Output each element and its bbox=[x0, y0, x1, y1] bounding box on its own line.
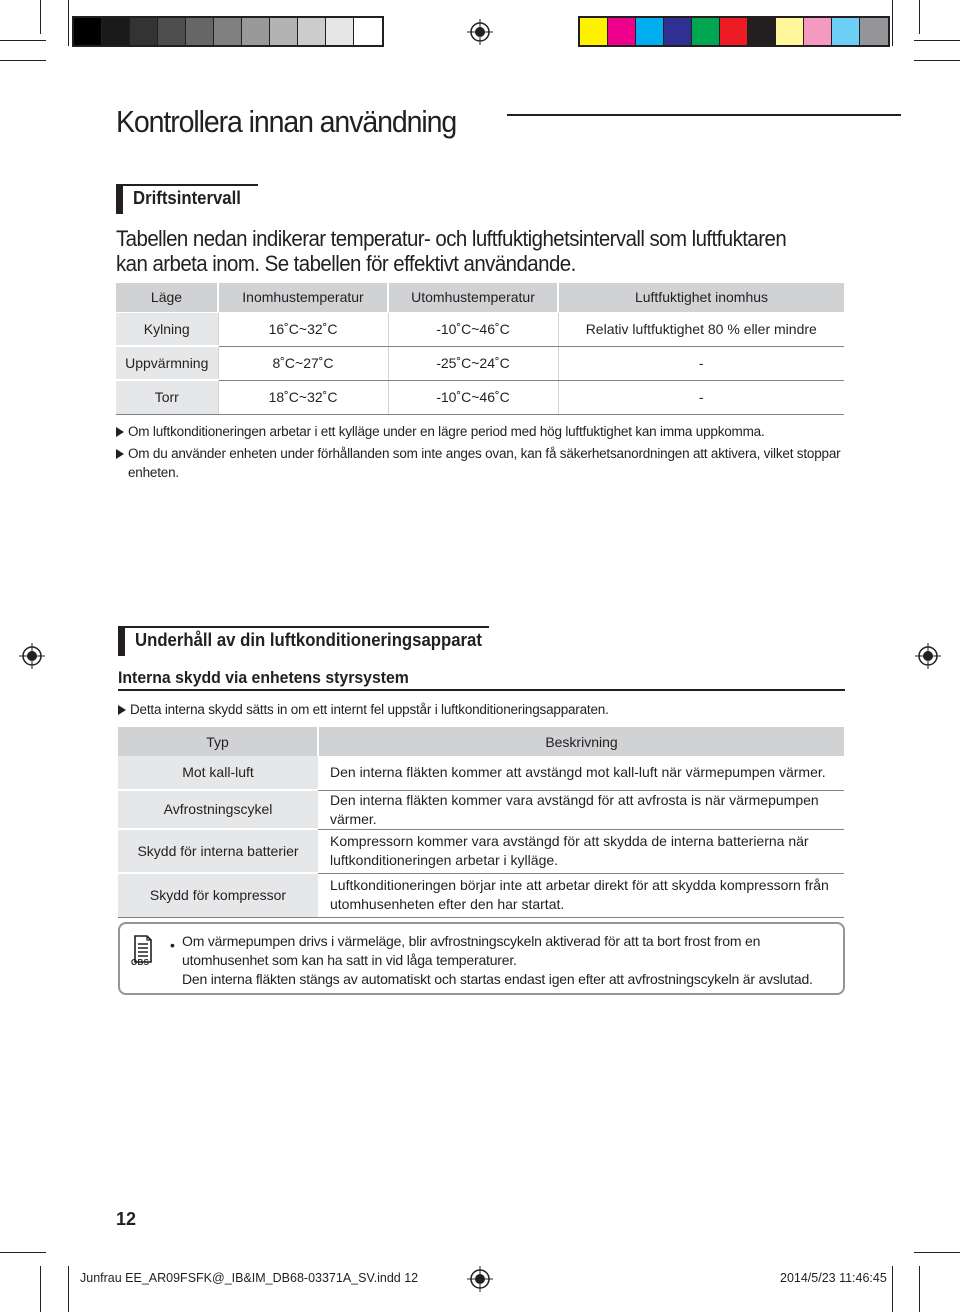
table-row bbox=[118, 873, 844, 917]
note-document-icon bbox=[132, 934, 154, 978]
table-row bbox=[118, 756, 844, 790]
column-header: Utomhustemperatur bbox=[388, 283, 558, 312]
mode-cell: Torr bbox=[116, 380, 218, 414]
crop-mark bbox=[68, 1266, 69, 1312]
indoor-temp-cell: 16˚C~32˚C bbox=[218, 312, 388, 346]
obs-text bbox=[182, 932, 842, 989]
registration-mark-icon bbox=[467, 19, 493, 45]
column-header: Inomhustemperatur bbox=[218, 283, 388, 312]
color-swatch bbox=[720, 18, 748, 45]
subheading-rule bbox=[118, 689, 845, 691]
section-marker bbox=[116, 184, 123, 214]
obs-line: Om värmepumpen drivs i värmeläge, blir avfrostningscykeln aktiverad för att ta bort frost from en utomhusenhet som kan ha satt in vid låga temperaturer. bbox=[182, 933, 761, 968]
mode-cell: Kylning bbox=[116, 312, 218, 346]
humidity-cell: Relativ luftfuktighet 80 % eller mindre bbox=[558, 312, 844, 346]
color-swatch bbox=[608, 18, 636, 45]
page-title: Kontrollera innan användning bbox=[116, 104, 457, 139]
column-header: Läge bbox=[116, 283, 218, 312]
description-cell: Kompressorn kommer vara avstängd för att skydda de interna batterierna när luftkonditioneringen arbetar i kylläge. bbox=[318, 829, 844, 873]
note-text: Detta interna skydd sätts in om ett internt fel uppstår i luftkonditioneringsapparaten. bbox=[130, 702, 609, 717]
crop-mark bbox=[892, 1266, 893, 1312]
indoor-temp-cell: 18˚C~32˚C bbox=[218, 380, 388, 414]
color-swatch bbox=[832, 18, 860, 45]
indoor-temp-cell: 8˚C~27˚C bbox=[218, 346, 388, 380]
color-swatch bbox=[102, 18, 130, 45]
obs-note-box bbox=[118, 922, 845, 995]
crop-mark bbox=[0, 40, 46, 41]
description-cell: Den interna fläkten kommer att avstängd mot kall-luft när värmepumpen värmer. bbox=[318, 756, 844, 790]
section-heading-maintenance: Underhåll av din luftkonditioneringsapparat bbox=[135, 630, 482, 650]
color-swatch bbox=[326, 18, 354, 45]
triangle-bullet-icon bbox=[118, 705, 126, 715]
color-swatch bbox=[776, 18, 804, 45]
color-swatch-strip bbox=[578, 16, 890, 47]
color-swatch bbox=[860, 18, 888, 45]
registration-mark-icon bbox=[915, 643, 941, 669]
obs-line: Den interna fläkten stängs av automatiskt och startas endast igen efter att avfrostningscykeln är avslutad. bbox=[182, 971, 813, 987]
color-swatch bbox=[354, 18, 382, 45]
registration-mark-icon bbox=[19, 643, 45, 669]
crop-mark bbox=[914, 60, 960, 61]
bullet-dot: • bbox=[170, 937, 175, 953]
table-row bbox=[116, 346, 844, 380]
file-slug: Junfrau EE_AR09FSFK@_IB&IM_DB68-03371A_SV.indd 12 bbox=[80, 1271, 419, 1285]
subheading-internal-protection: Interna skydd via enhetens styrsystem bbox=[118, 668, 409, 687]
crop-mark bbox=[0, 60, 46, 61]
outdoor-temp-cell: -10˚C~46˚C bbox=[388, 380, 558, 414]
color-swatch bbox=[804, 18, 832, 45]
note-text: Om du använder enheten under förhållanden som inte anges ovan, kan få säkerhetsanordningen att aktivera, vilket stoppar enheten. bbox=[128, 446, 841, 480]
column-header: Typ bbox=[118, 727, 318, 756]
intro-paragraph: Tabellen nedan indikerar temperatur- och luftfuktighetsintervall som luftfuktaren kan arbeta inom. Se tabellen för effektivt användande. bbox=[116, 226, 787, 276]
title-rule bbox=[507, 114, 901, 116]
note-condensation bbox=[128, 422, 848, 441]
gray-swatch-strip bbox=[72, 16, 384, 47]
note-internal-protection bbox=[130, 700, 840, 719]
table-row bbox=[118, 790, 844, 829]
section-rule bbox=[123, 184, 258, 186]
color-swatch bbox=[580, 18, 608, 45]
page-number: 12 bbox=[116, 1209, 137, 1229]
color-swatch bbox=[748, 18, 776, 45]
color-swatch bbox=[664, 18, 692, 45]
color-swatch bbox=[298, 18, 326, 45]
section-heading-operating-range: Driftsintervall bbox=[133, 188, 241, 208]
description-cell: Den interna fläkten kommer vara avstängd för att avfrosta is när värmepumpen värmer. bbox=[318, 790, 844, 829]
type-cell: Mot kall-luft bbox=[118, 756, 318, 790]
color-swatch bbox=[130, 18, 158, 45]
triangle-bullet-icon bbox=[116, 427, 124, 437]
outdoor-temp-cell: -10˚C~46˚C bbox=[388, 312, 558, 346]
table-header-row bbox=[118, 727, 844, 756]
crop-mark bbox=[0, 1252, 46, 1253]
color-swatch bbox=[74, 18, 102, 45]
description-cell: Luftkonditioneringen börjar inte att arbetar direkt för att skydda kompressorn från utomhusenheten efter den har startat. bbox=[318, 873, 844, 917]
humidity-cell: - bbox=[558, 380, 844, 414]
color-swatch bbox=[636, 18, 664, 45]
column-header: Beskrivning bbox=[318, 727, 844, 756]
section-rule bbox=[125, 626, 489, 628]
operating-range-table bbox=[116, 283, 844, 415]
color-swatch bbox=[270, 18, 298, 45]
type-cell: Avfrostningscykel bbox=[118, 790, 318, 829]
note-text: Om luftkonditioneringen arbetar i ett kylläge under en lägre period med hög luftfuktighet kan imma uppkomma. bbox=[128, 424, 765, 439]
color-swatch bbox=[692, 18, 720, 45]
crop-mark bbox=[40, 0, 41, 34]
type-cell: Skydd för interna batterier bbox=[118, 829, 318, 873]
table-header-row bbox=[116, 283, 844, 312]
type-cell: Skydd för kompressor bbox=[118, 873, 318, 917]
table-row bbox=[116, 312, 844, 346]
crop-mark bbox=[914, 40, 960, 41]
humidity-cell: - bbox=[558, 346, 844, 380]
color-swatch bbox=[186, 18, 214, 45]
column-header: Luftfuktighet inomhus bbox=[558, 283, 844, 312]
table-row bbox=[118, 829, 844, 873]
registration-mark-icon bbox=[467, 1266, 493, 1292]
obs-label: OBS bbox=[131, 958, 150, 967]
crop-mark bbox=[914, 1252, 960, 1253]
crop-mark bbox=[68, 0, 69, 46]
table-row bbox=[116, 380, 844, 414]
outdoor-temp-cell: -25˚C~24˚C bbox=[388, 346, 558, 380]
triangle-bullet-icon bbox=[116, 449, 124, 459]
section-marker bbox=[118, 626, 125, 656]
color-swatch bbox=[242, 18, 270, 45]
protection-table bbox=[118, 727, 844, 918]
timestamp-slug: 2014/5/23 11:46:45 bbox=[780, 1271, 887, 1285]
crop-mark bbox=[40, 1266, 41, 1312]
crop-mark bbox=[919, 0, 920, 34]
note-safety-device bbox=[128, 444, 848, 482]
mode-cell: Uppvärmning bbox=[116, 346, 218, 380]
color-swatch bbox=[158, 18, 186, 45]
crop-mark bbox=[892, 0, 893, 46]
color-swatch bbox=[214, 18, 242, 45]
crop-mark bbox=[919, 1266, 920, 1312]
